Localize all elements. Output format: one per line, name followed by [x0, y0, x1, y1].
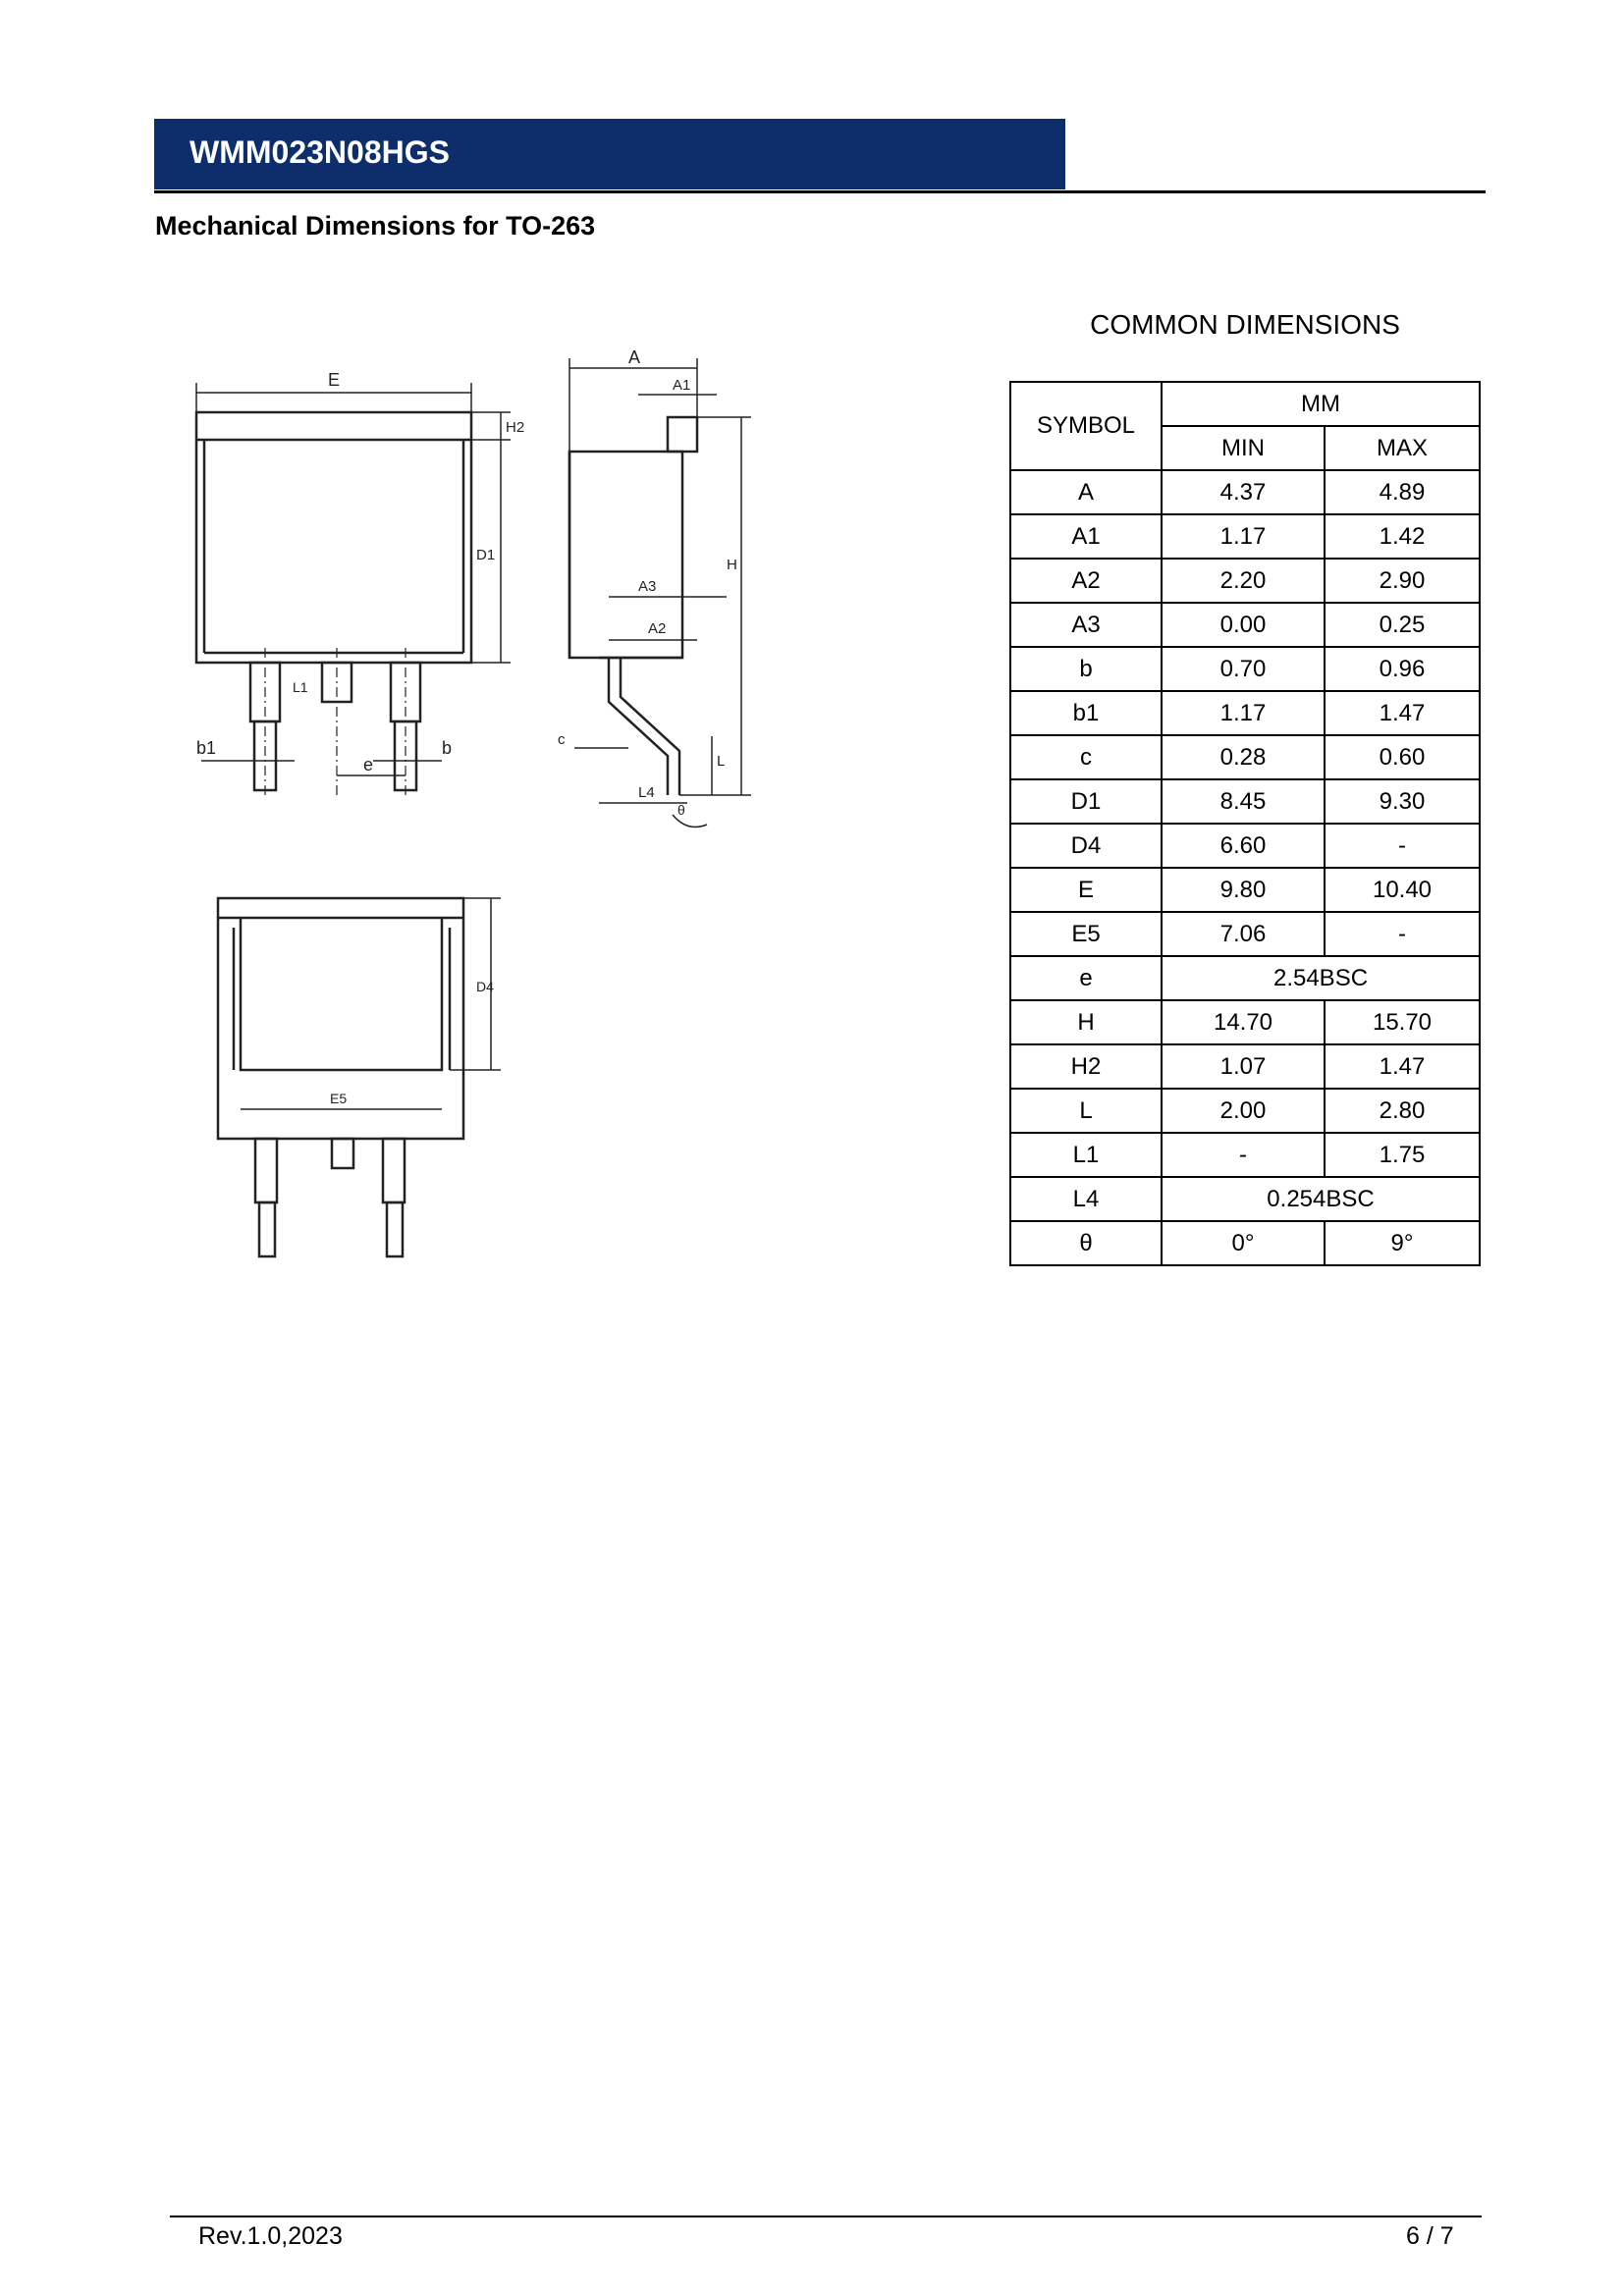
cell-symbol: L: [1010, 1089, 1162, 1133]
dim-label-c: c: [558, 731, 566, 748]
dim-label-A: A: [628, 347, 641, 367]
table-row: [1010, 1089, 1480, 1133]
cell-max: 1.75: [1325, 1133, 1480, 1177]
cell-symbol: θ: [1010, 1221, 1162, 1265]
cell-max: 9°: [1325, 1221, 1480, 1265]
cell-value: 2.54BSC: [1162, 956, 1480, 1000]
cell-min: 2.20: [1162, 559, 1325, 603]
title-bar: [154, 119, 1065, 189]
cell-symbol: H2: [1010, 1044, 1162, 1089]
cell-max: 1.42: [1325, 514, 1480, 559]
cell-symbol: A3: [1010, 603, 1162, 647]
revision-label: Rev.1.0,2023: [198, 2222, 343, 2250]
dim-label-H2: H2: [506, 419, 525, 436]
cell-min: -: [1162, 1133, 1325, 1177]
title-divider: [154, 190, 1486, 193]
top-view-body: [196, 412, 471, 663]
dim-label-b1: b1: [196, 738, 217, 758]
page-number: 6 / 7: [1406, 2222, 1454, 2250]
dim-label-A2: A2: [648, 620, 667, 637]
cell-min: 4.37: [1162, 470, 1325, 514]
cell-max: 0.60: [1325, 735, 1480, 779]
dim-label-D4: D4: [476, 979, 494, 994]
cell-value: 0.254BSC: [1162, 1177, 1480, 1221]
cell-symbol: A1: [1010, 514, 1162, 559]
cell-min: 6.60: [1162, 824, 1325, 868]
dim-label-D1: D1: [476, 547, 496, 563]
table-row: [1010, 603, 1480, 647]
table-row: [1010, 824, 1480, 868]
cell-min: 1.07: [1162, 1044, 1325, 1089]
cell-min: 2.00: [1162, 1089, 1325, 1133]
cell-max: 1.47: [1325, 1044, 1480, 1089]
table-row: [1010, 559, 1480, 603]
cell-min: 1.17: [1162, 691, 1325, 735]
cell-symbol: E: [1010, 868, 1162, 912]
footer-divider: [170, 2216, 1482, 2217]
table-row: [1010, 1221, 1480, 1265]
cell-max: 1.47: [1325, 691, 1480, 735]
cell-max: -: [1325, 912, 1480, 956]
bottom-right-lead-tip: [387, 1202, 403, 1256]
table-row: [1010, 956, 1480, 1000]
cell-symbol: E5: [1010, 912, 1162, 956]
cell-max: 2.90: [1325, 559, 1480, 603]
cell-symbol: A: [1010, 470, 1162, 514]
header-max: MAX: [1325, 426, 1480, 470]
table-row: [1010, 868, 1480, 912]
cell-max: 0.96: [1325, 647, 1480, 691]
dim-label-A3: A3: [638, 578, 657, 595]
cell-max: 15.70: [1325, 1000, 1480, 1044]
cell-min: 7.06: [1162, 912, 1325, 956]
cell-symbol: A2: [1010, 559, 1162, 603]
table-row: [1010, 691, 1480, 735]
cell-symbol: e: [1010, 956, 1162, 1000]
part-number-title: WMM023N08HGS: [189, 134, 450, 170]
cell-min: 0.70: [1162, 647, 1325, 691]
bottom-center-tab: [332, 1139, 353, 1168]
dim-label-L: L: [717, 753, 726, 770]
header-symbol: SYMBOL: [1010, 382, 1162, 470]
dim-label-L1: L1: [293, 679, 308, 695]
table-row: [1010, 1000, 1480, 1044]
table-caption: COMMON DIMENSIONS: [1090, 309, 1400, 340]
dim-label-E5: E5: [330, 1091, 348, 1106]
table-row: [1010, 735, 1480, 779]
cell-max: -: [1325, 824, 1480, 868]
dim-label-theta: θ: [677, 802, 685, 818]
common-dimensions-table: [1009, 381, 1481, 1266]
dim-label-H: H: [727, 557, 737, 573]
cell-min: 0.28: [1162, 735, 1325, 779]
table-row: [1010, 779, 1480, 824]
header-min: MIN: [1162, 426, 1325, 470]
bottom-right-lead: [383, 1139, 405, 1202]
dim-label-b: b: [442, 738, 453, 758]
dim-label-E: E: [328, 370, 341, 390]
bottom-left-lead-tip: [259, 1202, 275, 1256]
bottom-left-lead: [255, 1139, 277, 1202]
cell-min: 0°: [1162, 1221, 1325, 1265]
cell-max: 9.30: [1325, 779, 1480, 824]
to263-mechanical-drawing: [177, 334, 766, 1276]
header-unit: MM: [1162, 382, 1480, 426]
cell-min: 1.17: [1162, 514, 1325, 559]
cell-symbol: b1: [1010, 691, 1162, 735]
cell-symbol: b: [1010, 647, 1162, 691]
cell-min: 9.80: [1162, 868, 1325, 912]
dim-label-L4: L4: [638, 784, 655, 801]
cell-symbol: L4: [1010, 1177, 1162, 1221]
cell-max: 10.40: [1325, 868, 1480, 912]
cell-min: 8.45: [1162, 779, 1325, 824]
cell-symbol: c: [1010, 735, 1162, 779]
table-row: [1010, 1044, 1480, 1089]
cell-symbol: L1: [1010, 1133, 1162, 1177]
cell-max: 0.25: [1325, 603, 1480, 647]
section-heading: Mechanical Dimensions for TO-263: [155, 211, 596, 240]
table-row: [1010, 514, 1480, 559]
cell-min: 0.00: [1162, 603, 1325, 647]
dim-label-e: e: [363, 755, 374, 774]
table-row: [1010, 647, 1480, 691]
table-row: [1010, 1177, 1480, 1221]
cell-symbol: H: [1010, 1000, 1162, 1044]
side-view-heatsink: [668, 417, 697, 452]
dim-label-A1: A1: [673, 377, 691, 394]
table-row: [1010, 470, 1480, 514]
cell-min: 14.70: [1162, 1000, 1325, 1044]
table-body: [1010, 470, 1480, 1265]
cell-symbol: D4: [1010, 824, 1162, 868]
table-row: [1010, 912, 1480, 956]
cell-max: 4.89: [1325, 470, 1480, 514]
cell-symbol: D1: [1010, 779, 1162, 824]
table-row: [1010, 1133, 1480, 1177]
cell-max: 2.80: [1325, 1089, 1480, 1133]
